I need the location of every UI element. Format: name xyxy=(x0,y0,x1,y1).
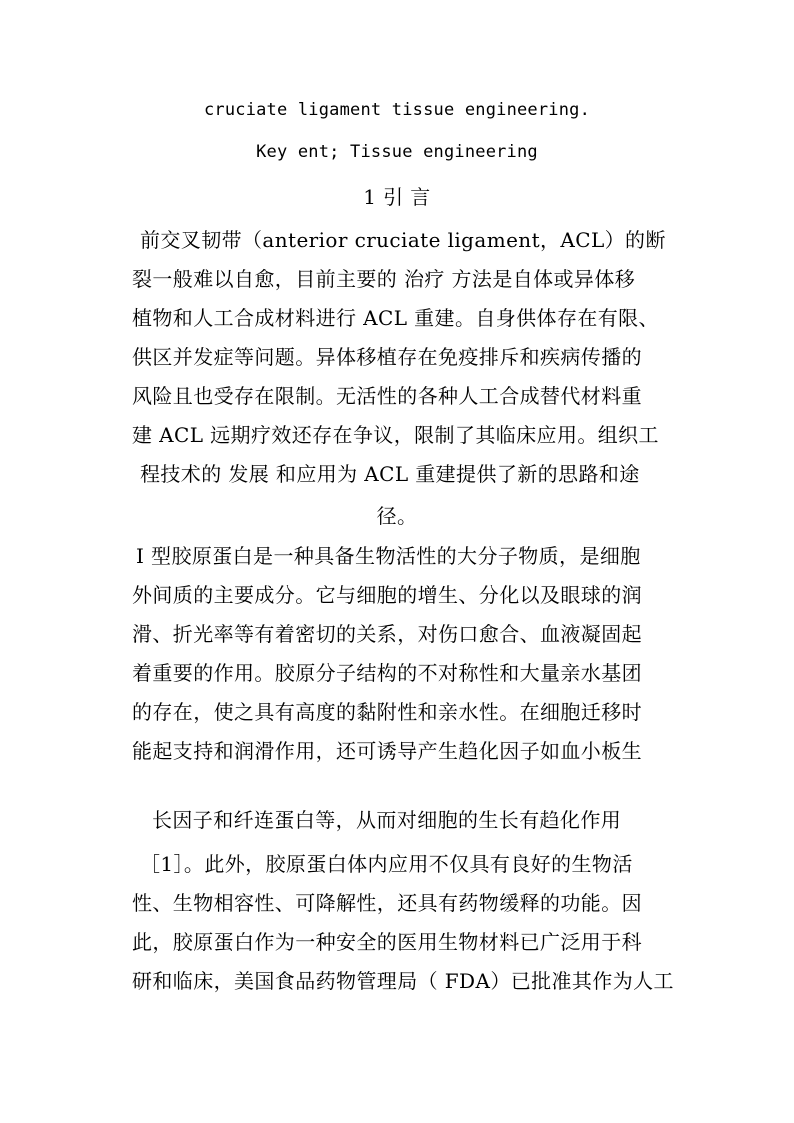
text-line: 滑、折光率等有着密切的关系，对伤口愈合、血液凝固起 xyxy=(132,622,642,646)
text-line: I 型胶原蛋白是一种具备生物活性的大分子物质，是细胞 xyxy=(136,544,641,568)
text-line: 植物和人工合成材料进行 ACL 重建。自身供体存在有限、 xyxy=(132,306,659,330)
keywords-line: Key ent; Tissue engineering xyxy=(256,142,538,162)
text-line: 长因子和纤连蛋白等，从而对细胞的生长有趋化作用 xyxy=(152,808,622,832)
text-line: 径。 xyxy=(376,504,418,528)
text-line: 风险且也受存在限制。无活性的各种人工合成替代材料重 xyxy=(132,384,642,408)
text-line: 前交叉韧带（anterior cruciate ligament，ACL）的断 xyxy=(140,228,666,252)
text-line: 建 ACL 远期疗效还存在争议，限制了其临床应用。组织工 xyxy=(132,423,659,447)
text-line: 裂一般难以自愈，目前主要的 治疗 方法是自体或异体移 xyxy=(132,267,636,291)
section-heading: 1 引 言 xyxy=(363,185,431,209)
text-line: 能起支持和润滑作用，还可诱导产生趋化因子如血小板生 xyxy=(132,739,642,763)
text-line: 性、生物相容性、可降解性，还具有药物缓释的功能。因 xyxy=(132,891,642,915)
text-line: 程技术的 发展 和应用为 ACL 重建提供了新的思路和途 xyxy=(140,462,640,486)
text-line: 研和临床，美国食品药物管理局（ FDA）已批准其作为人工 xyxy=(132,969,674,993)
text-line: 供区并发症等问题。异体移植存在免疫排斥和疾病传播的 xyxy=(132,345,642,369)
text-line: 的存在，使之具有高度的黏附性和亲水性。在细胞迁移时 xyxy=(132,700,642,724)
text-line: 外间质的主要成分。它与细胞的增生、分化以及眼球的润 xyxy=(132,583,642,607)
text-line: 着重要的作用。胶原分子结构的不对称性和大量亲水基团 xyxy=(132,661,642,685)
abstract-tail-line: cruciate ligament tissue engineering. xyxy=(203,100,591,120)
text-line: 此，胶原蛋白作为一种安全的医用生物材料已广泛用于科 xyxy=(132,930,642,954)
text-line: ［1］。此外，胶原蛋白体内应用不仅具有良好的生物活 xyxy=(140,852,633,876)
